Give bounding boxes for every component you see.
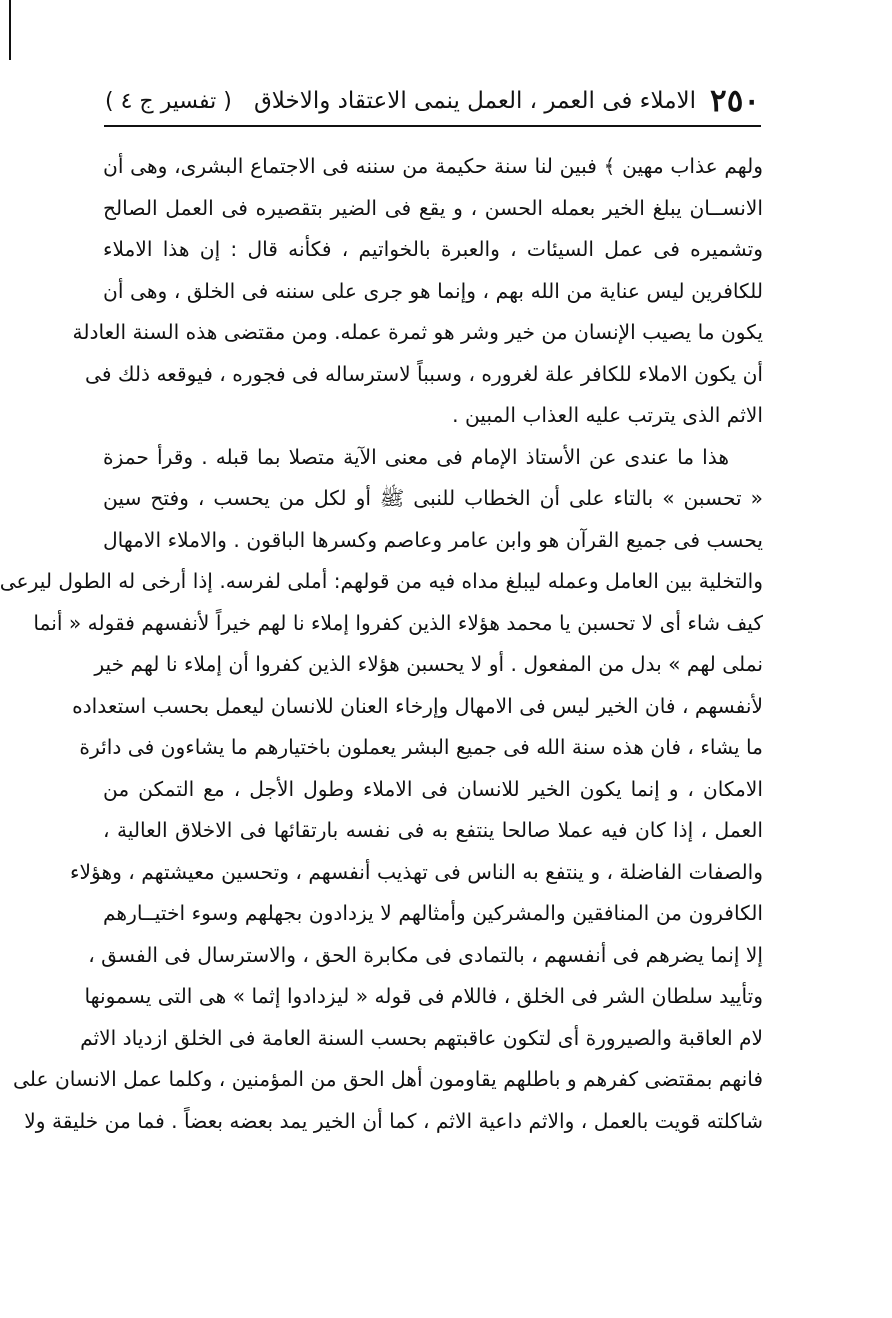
text-line: لأنفسهم ، فان الخير ليس فى الامهال وإرخاء العنان للانسان ليعمل بحسب استعداده: [72, 693, 763, 718]
text-line: شاكلته قويت بالعمل ، والاثم داعية الاثم ، كما أن الخير يمد بعضه بعضاً . فما من خليقة ولا: [24, 1108, 763, 1133]
text-line: والصفات الفاضلة ، و ينتفع به الناس فى تهذيب أنفسهم ، وتحسين معيشتهم ، وهؤلاء: [70, 859, 763, 884]
text-line: إلا إنما يضرهم فى أنفسهم ، بالتمادى فى مكابرة الحق ، والاسترسال فى الفسق ،: [88, 942, 763, 967]
page-number: ٢٥٠: [710, 83, 760, 119]
text-line: وتأييد سلطان الشر فى الخلق ، فاللام فى قوله « ليزدادوا إثما » هى التى يسمونها: [84, 984, 763, 1008]
text-line: « تحسبن » بالتاء على أن الخطاب للنبى ﷺ أو لكل من يحسب ، وفتح سين: [103, 486, 763, 510]
text-line: العمل ، إذا كان فيه عملا صالحا ينتفع به فى نفسه بارتقائها فى الاخلاق العالية ،: [103, 818, 763, 842]
text-line: لام العاقبة والصيرورة أى لتكون عاقبتهم بحسب السنة العامة فى الخلق ازدياد الاثم: [80, 1025, 763, 1050]
text-line: الاثم الذى يترتب عليه العذاب المبين .: [452, 403, 763, 427]
text-line: كيف شاء أى لا تحسبن يا محمد هؤلاء الذين كفروا إملاء نا لهم خيراً لأنفسهم فقوله « أنما: [33, 610, 763, 635]
text-line: أن يكون الاملاء للكافر علة لغروره ، وسبباً لاسترساله فى فجوره ، فيوقعه ذلك فى: [85, 361, 763, 386]
text-line: هذا ما عندى عن الأستاذ الإمام فى معنى الآية متصلا بما قبله . وقرأ حمزة: [103, 444, 729, 469]
text-line: الامكان ، و إنما يكون الخير للانسان فى الاملاء وطول الأجل ، مع التمكن من: [103, 776, 763, 801]
text-line: الكافرون من المنافقين والمشركين وأمثالهم لا يزدادون بجهلهم وسوء اختيــارهم: [103, 901, 763, 925]
text-line: يكون ما يصيب الإنسان من خير وشر هو ثمرة عمله. ومن مقتضى هذه السنة العادلة: [72, 320, 763, 344]
text-line: الانســان يبلغ الخير بعمله الحسن ، و يقع فى الضير بتقصيره فى العمل الصالح: [103, 195, 763, 220]
text-line: والتخلية بين العامل وعمله ليبلغ مداه فيه من قولهم: أملى لفرسه. إذا أرخى له الطول ليرعى: [0, 569, 763, 593]
scan-edge-mark: [9, 0, 11, 60]
text-line: ما يشاء ، فان هذه سنة الله فى جميع البشر يعملون باختيارهم ما يشاءون فى دائرة: [79, 735, 763, 759]
body-text: [0, 146, 763, 1142]
header-reference: ( تفسير ج ٤ ): [105, 88, 232, 114]
text-line: يحسب فى جميع القرآن هو وابن عامر وعاصم وكسرها الباقون . والاملاء الامهال: [103, 527, 763, 552]
text-line: للكافرين ليس عناية من الله بهم ، وإنما هو جرى على سننه فى الخلق ، وهى أن: [103, 278, 763, 303]
header-rule: [104, 125, 761, 127]
text-line: وتشميره فى عمل السيئات ، والعبرة بالخواتيم ، فكأنه قال : إن هذا الاملاء: [103, 237, 763, 261]
text-line: ولهم عذاب مهين ﴾ فبين لنا سنة حكيمة من سننه فى الاجتماع البشرى، وهى أن: [103, 154, 763, 178]
text-line: نملى لهم » بدل من المفعول . أو لا يحسبن هؤلاء الذين كفروا أن إملاء نا لهم خير: [94, 652, 763, 676]
text-line: فانهم بمقتضى كفرهم و باطلهم يقاومون أهل الحق من المؤمنين ، وكلما عمل الانسان على: [12, 1067, 763, 1091]
header-title: الاملاء فى العمر ، العمل ينمى الاعتقاد والاخلاق: [253, 88, 697, 114]
running-header: [105, 80, 760, 122]
